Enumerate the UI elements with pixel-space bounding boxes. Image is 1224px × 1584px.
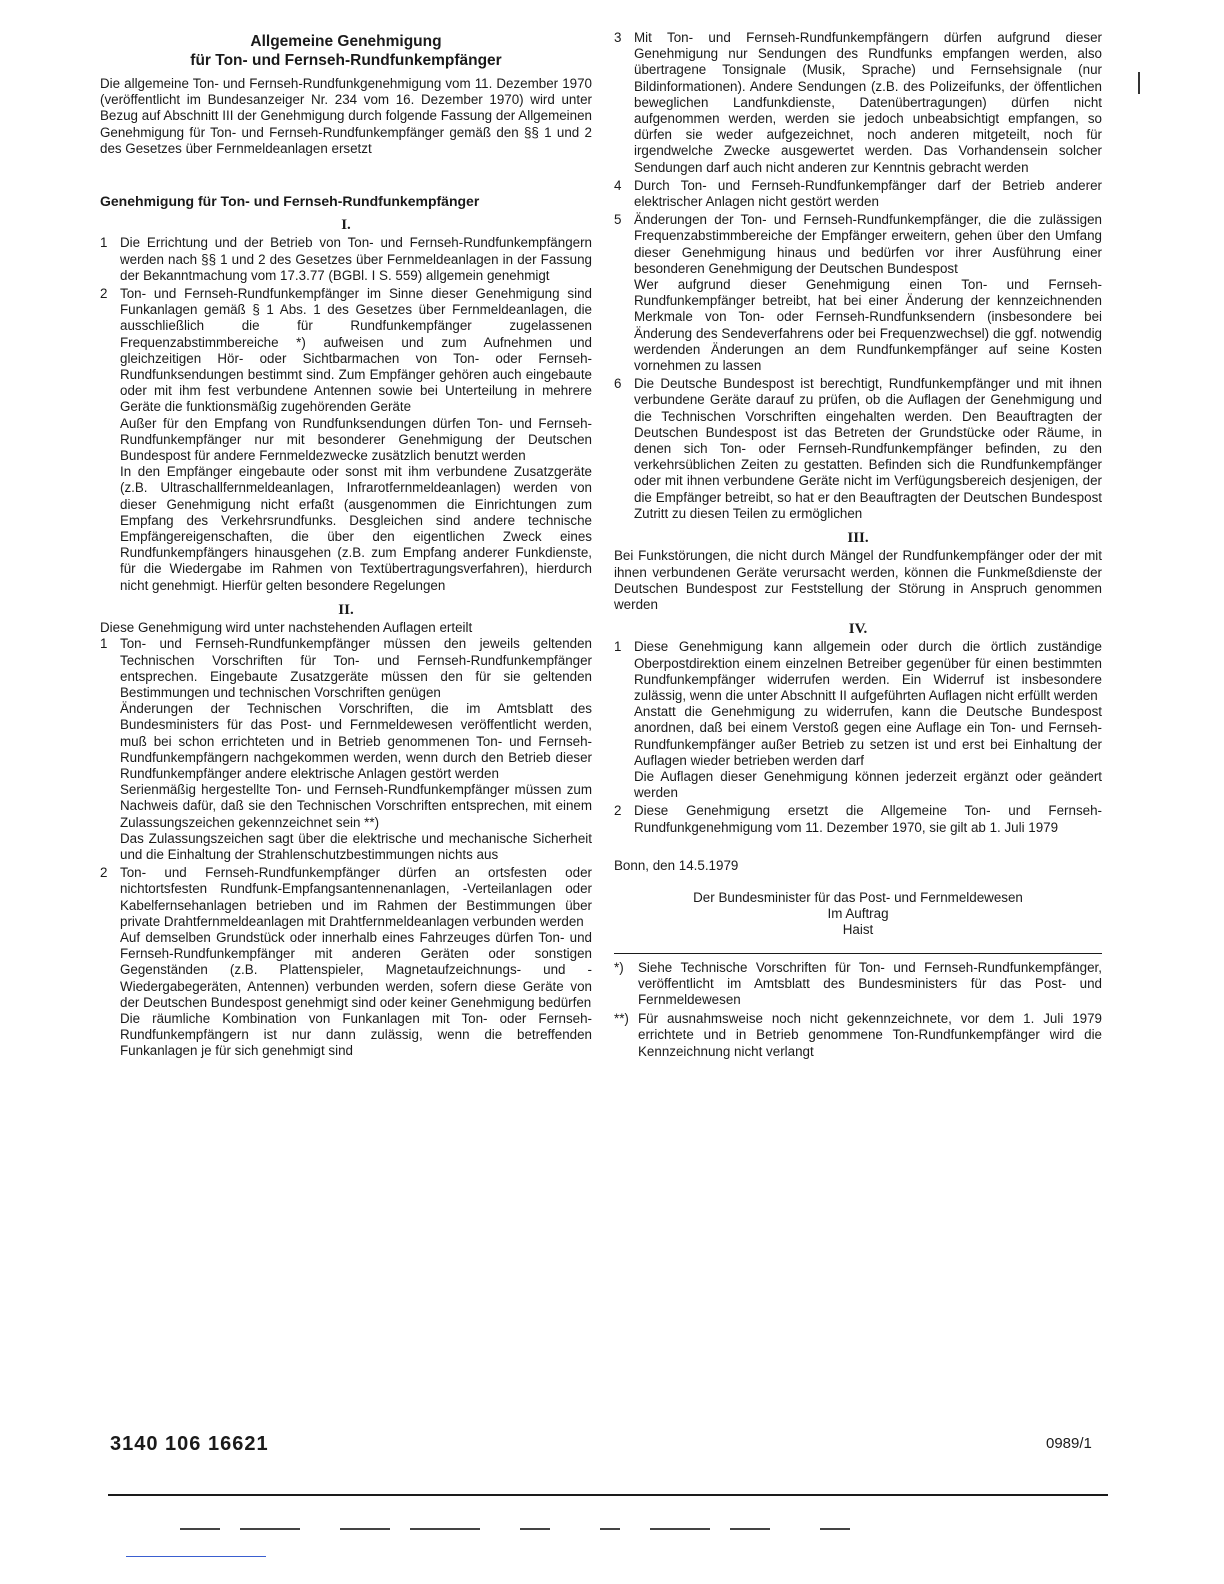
section-label-III: III. — [847, 530, 869, 547]
scan-artifact — [340, 1528, 390, 1530]
section-I-item-2 — [100, 286, 592, 594]
footnote-mark: **) — [614, 1011, 629, 1027]
scan-artifact — [600, 1528, 620, 1530]
section-heading: Genehmigung für Ton- und Fernseh-Rundfunkempfänger — [100, 193, 480, 210]
section-IV-item-1 — [614, 639, 1102, 801]
item-number: 1 — [614, 639, 622, 655]
signature-on-behalf: Im Auftrag — [827, 906, 889, 922]
item-number: 5 — [614, 212, 622, 228]
intro-paragraph: Die allgemeine Ton- und Fernseh-Rundfunkgenehmigung vom 11. Dezember 1970 (veröffentlicht im Bundesanzeiger Nr. 234 vom 16. Dezember 1970) wird unter Bezug auf Abschnitt III der Genehmigung durch folgende Fassung der Allgemeinen Genehmigung für Ton- und Fernseh-Rundfunkempfänger gemäß den §§ 1 und 2 des Gesetzes über Fernmeldeanlagen ersetzt — [100, 76, 592, 156]
item-paragraph: Die räumliche Kombination von Funkanlagen mit Ton- oder Fernseh-Rundfunkempfängern ist nur dann zulässig, wenn die betreffenden Funkanlagen je für sich genehmigt sind — [120, 1010, 592, 1059]
place-date: Bonn, den 14.5.1979 — [614, 857, 739, 873]
document-number: 3140 106 16621 — [110, 1433, 269, 1455]
footnote-text: Siehe Technische Vorschriften für Ton- und Fernseh-Rundfunkempfänger, veröffentlicht im Amtsblatt des Bundesministers für das Post- und Fernmeldewesen — [638, 959, 1102, 1007]
footnotes — [614, 953, 1102, 1060]
item-paragraph: Das Zulassungszeichen sagt über die elektrische und mechanische Sicherheit und die Einhaltung der Strahlenschutzbestimmungen nichts aus — [120, 830, 592, 862]
item-paragraph: Die Auflagen dieser Genehmigung können jederzeit ergänzt oder geändert werden — [634, 768, 1102, 801]
section-III-text: Bei Funkstörungen, die nicht durch Mängel der Rundfunkempfänger oder der mit ihnen verbundenen Geräte verursacht werden, können die Funkmeßdienste der Deutschen Bundespost zur Feststellung der Störung in Anspruch genommen werden — [614, 548, 1102, 612]
item-number: 4 — [614, 177, 622, 193]
item-paragraph: Anstatt die Genehmigung zu widerrufen, kann die Deutsche Bundespost anordnen, daß bei einem Verstoß gegen eine Auflage ein Ton- und Fernseh-Rundfunkempfänger außer Betrieb zu setzen ist und erst bei Einhaltung der Auflagen wieder betrieben werden darf — [634, 704, 1102, 768]
signature-authority: Der Bundesminister für das Post- und Fernmeldewesen — [693, 889, 1023, 905]
item-paragraph: Änderungen der Ton- und Fernseh-Rundfunkempfänger, die die zulässigen Frequenzabstimmbereiche der Empfänger erweitern, gehen über den Umfang dieser Genehmigung hinaus und bedürfen vor ihrer Ausführung einer besonderen Genehmigung der Deutschen Bundespost — [634, 212, 1102, 276]
item-paragraph: Die Errichtung und der Betrieb von Ton- und Fernseh-Rundfunkempfängern werden nach §§ 1 und 2 des Gesetzes über Fernmeldeanlagen in der Fassung der Bekanntmachung vom 17.3.77 (BGBl. I S. 559) allgemein genehmigt — [120, 235, 592, 283]
item-paragraph: Diese Genehmigung ersetzt die Allgemeine Ton- und Fernseh-Rundfunkgenehmigung vom 11. Dezember 1970, sie gilt ab 1. Juli 1979 — [634, 803, 1102, 835]
footnote — [614, 960, 1102, 1009]
section-II-item-2 — [100, 865, 592, 1059]
section-label-II: II. — [338, 601, 354, 618]
item-paragraph: In den Empfänger eingebaute oder sonst mit ihm verbundene Zusatzgeräte (z.B. Ultraschallfernmeldeanlagen, Infrarotfernmeldeanlagen) werden von dieser Genehmigung nicht erfaßt (ausgenommen die Einrichtungen zum Empfang des Verkehrsrundfunks. Desgleichen sind andere technische Empfängereigenschaften, die über den eigentlichen Zweck eines Rundfunkempfängers hinausgehen (z.B. zum Empfang anderer Funkdienste, für die Wiedergabe im Rahmen von Textübertragungsverfahren), hierdurch nicht genehmigt. Hierfür gelten besondere Regelungen — [120, 464, 592, 593]
bottom-rule — [108, 1494, 1108, 1496]
item-paragraph: Diese Genehmigung kann allgemein oder durch die örtlich zuständige Oberpostdirektion einem einzelnen Betreiber gegenüber für einen bestimmten Rundfunkempfänger widerrufen werden. Ein Widerruf ist insbesondere zulässig, wenn die unter Abschnitt II aufgeführten Auflagen nicht erfüllt werden — [634, 639, 1102, 703]
section-II-item-3 — [614, 30, 1102, 176]
document-title — [100, 32, 592, 70]
item-number: 6 — [614, 376, 622, 392]
item-paragraph: Auf demselben Grundstück oder innerhalb eines Fahrzeuges dürfen Ton- und Fernseh-Rundfunkempfänger mit anderen Geräten oder sonstigen Gegenständen (z.B. Plattenspieler, Magnetaufzeichnungs- und -Wiedergabegeräten, Antennen) verbunden werden, sofern diese Geräte von der Deutschen Bundespost genehmigt sind oder keiner Genehmigung bedürfen — [120, 929, 592, 1010]
section-II-item-1 — [100, 636, 592, 863]
title-line-2: für Ton- und Fernseh-Rundfunkempfänger — [190, 52, 502, 69]
signature-block — [614, 890, 1102, 939]
item-paragraph: Wer aufgrund dieser Genehmigung einen Ton- und Fernseh-Rundfunkempfänger betreibt, hat bei einer Änderung der kennzeichnenden Merkmale von Ton- oder Fernseh-Rundfunksendern (insbesondere bei Änderung des Sendeverfahrens oder bei Frequenzwechsel) die ggf. notwendig werdenden Änderungen an dem Rundfunkempfänger auf seine Kosten vornehmen zu lassen — [634, 277, 1102, 374]
scan-artifact — [240, 1528, 300, 1530]
section-IV-item-2 — [614, 803, 1102, 835]
footnote-mark: *) — [614, 959, 624, 975]
item-paragraph: Außer für den Empfang von Rundfunksendungen dürfen Ton- und Fernseh-Rundfunkempfänger nur mit besonderer Genehmigung der Deutschen Bundespost für andere Fernmeldezwecke zusätzlich benutzt werden — [120, 415, 592, 464]
item-paragraph: Ton- und Fernseh-Rundfunkempfänger müssen den jeweils geltenden Technischen Vorschriften für Ton- und Fernseh-Rundfunkempfänger entsprechen. Eingebaute Zusatzgeräte müssen den für sie geltenden Bestimmungen und technischen Vorschriften genügen — [120, 636, 592, 700]
item-paragraph: Ton- und Fernseh-Rundfunkempfänger im Sinne dieser Genehmigung sind Funkanlagen gemäß § 1 Abs. 1 des Gesetzes über Fernmeldeanlagen, die ausschließlich die für Rundfunkempfänger zugelassenen Frequenzabstimmbereiche *) aufweisen und zum Aufnehmen und gleichzeitigen Hör- oder Sichtbarmachen von Ton- oder Fernseh-Rundfunksendungen bestimmt sind. Zum Empfänger gehören auch eingebaute oder mit ihm fest verbundene Antennen sowie bei Unterteilung in mehrere Geräte die funktionsmäßig zugehörenden Geräte — [120, 286, 592, 415]
section-II-intro: Diese Genehmigung wird unter nachstehenden Auflagen erteilt — [100, 620, 473, 636]
item-paragraph: Serienmäßig hergestellte Ton- und Fernseh-Rundfunkempfänger müssen zum Nachweis dafür, daß sie den Technischen Vorschriften entsprechen, mit einem Zulassungszeichen gekennzeichnet sein **) — [120, 782, 592, 830]
scan-artifact — [650, 1528, 710, 1530]
scan-artifact — [520, 1528, 550, 1530]
scan-artifact — [730, 1528, 770, 1530]
section-I-item-1 — [100, 235, 592, 284]
item-paragraph: Ton- und Fernseh-Rundfunkempfänger dürfen an ortsfesten oder nichtortsfesten Rundfunk-Empfangsantennenanlagen, -Verteilanlagen oder Kabelfernsehanlagen betrieben und im Rahmen der Bestimmungen über private Drahtfernmeldeanlagen mit Drahtfernmeldeanlagen verbunden werden — [120, 865, 592, 929]
margin-mark — [1138, 72, 1140, 94]
item-number: 2 — [100, 865, 108, 881]
footnote — [614, 1011, 1102, 1060]
page-code: 0989/1 — [1046, 1435, 1092, 1452]
title-line-1: Allgemeine Genehmigung — [250, 33, 442, 50]
section-label-IV: IV. — [848, 621, 868, 638]
left-column — [100, 30, 592, 1062]
item-number: 1 — [100, 636, 108, 652]
item-number: 2 — [100, 286, 108, 302]
item-paragraph: Durch Ton- und Fernseh-Rundfunkempfänger darf der Betrieb anderer elektrischer Anlagen nicht gestört werden — [634, 177, 1102, 210]
item-paragraph: Mit Ton- und Fernseh-Rundfunkempfängern dürfen aufgrund dieser Genehmigung nur Sendungen des Rundfunks empfangen werden, also übertragene Tonsignale (Musik, Sprache) und Fernsehsignale (nur Bildinformationen). Andere Sendungen (z.B. des Polizeifunks, der öffentlichen beweglichen Landfunkdienste, Datenübertragungen) dürfen nicht aufgenommen werden, werden sie jedoch unbeabsichtigt empfangen, so dürfen sie weder aufgezeichnet, noch anderen mitgeteilt, noch für irgendwelche Zwecke ausgewertet werden. Das Vorhandensein solcher Sendungen darf auch nicht anderen zur Kenntnis gebracht werden — [634, 30, 1102, 175]
scan-artifact-line — [126, 1556, 266, 1557]
item-paragraph: Änderungen der Technischen Vorschriften, die im Amtsblatt des Bundesministers für das Post- und Fernmeldewesen veröffentlicht werden, muß bei schon errichteten und in Betrieb genommenen Ton- und Fernseh-Rundfunkempfängern nachgekommen werden, wenn durch den Betrieb dieser Rundfunkempfänger andere elektrische Anlagen gestört werden — [120, 701, 592, 781]
scan-artifact — [820, 1528, 850, 1530]
scan-artifact — [180, 1528, 220, 1530]
item-number: 3 — [614, 30, 622, 45]
item-number: 2 — [614, 803, 622, 819]
signature-name: Haist — [842, 922, 874, 938]
section-label-I: I. — [341, 217, 351, 234]
item-paragraph: Die Deutsche Bundespost ist berechtigt, Rundfunkempfänger und mit ihnen verbundene Geräte darauf zu prüfen, ob die Auflagen der Genehmigung und die Technischen Vorschriften eingehalten werden. Den Beauftragten der Deutschen Bundespost ist das Betreten der Grundstücke oder Räume, in denen sich Ton- oder Fernseh-Rundfunkempfänger befinden, zu den verkehrsüblichen Zeiten zu gestatten. Befinden sich die Rundfunkempfänger oder mit ihnen verbundene Geräte nicht im Verfügungsbereich desjenigen, der die Empfänger betreibt, so hat er den Beauftragten der Deutschen Bundespost Zutritt zu diesen Teilen zu ermöglichen — [634, 376, 1102, 521]
section-II-item-5 — [614, 212, 1102, 374]
right-column — [614, 30, 1102, 1063]
item-number: 1 — [100, 235, 108, 251]
footnote-text: Für ausnahmsweise noch nicht gekennzeichnete, vor dem 1. Juli 1979 errichtete und in Betrieb genommene Ton-Rundfunkempfänger wird die Kennzeichnung nicht verlangt — [638, 1011, 1102, 1059]
section-II-item-6 — [614, 376, 1102, 522]
section-II-item-4 — [614, 178, 1102, 210]
scan-artifact — [410, 1528, 480, 1530]
